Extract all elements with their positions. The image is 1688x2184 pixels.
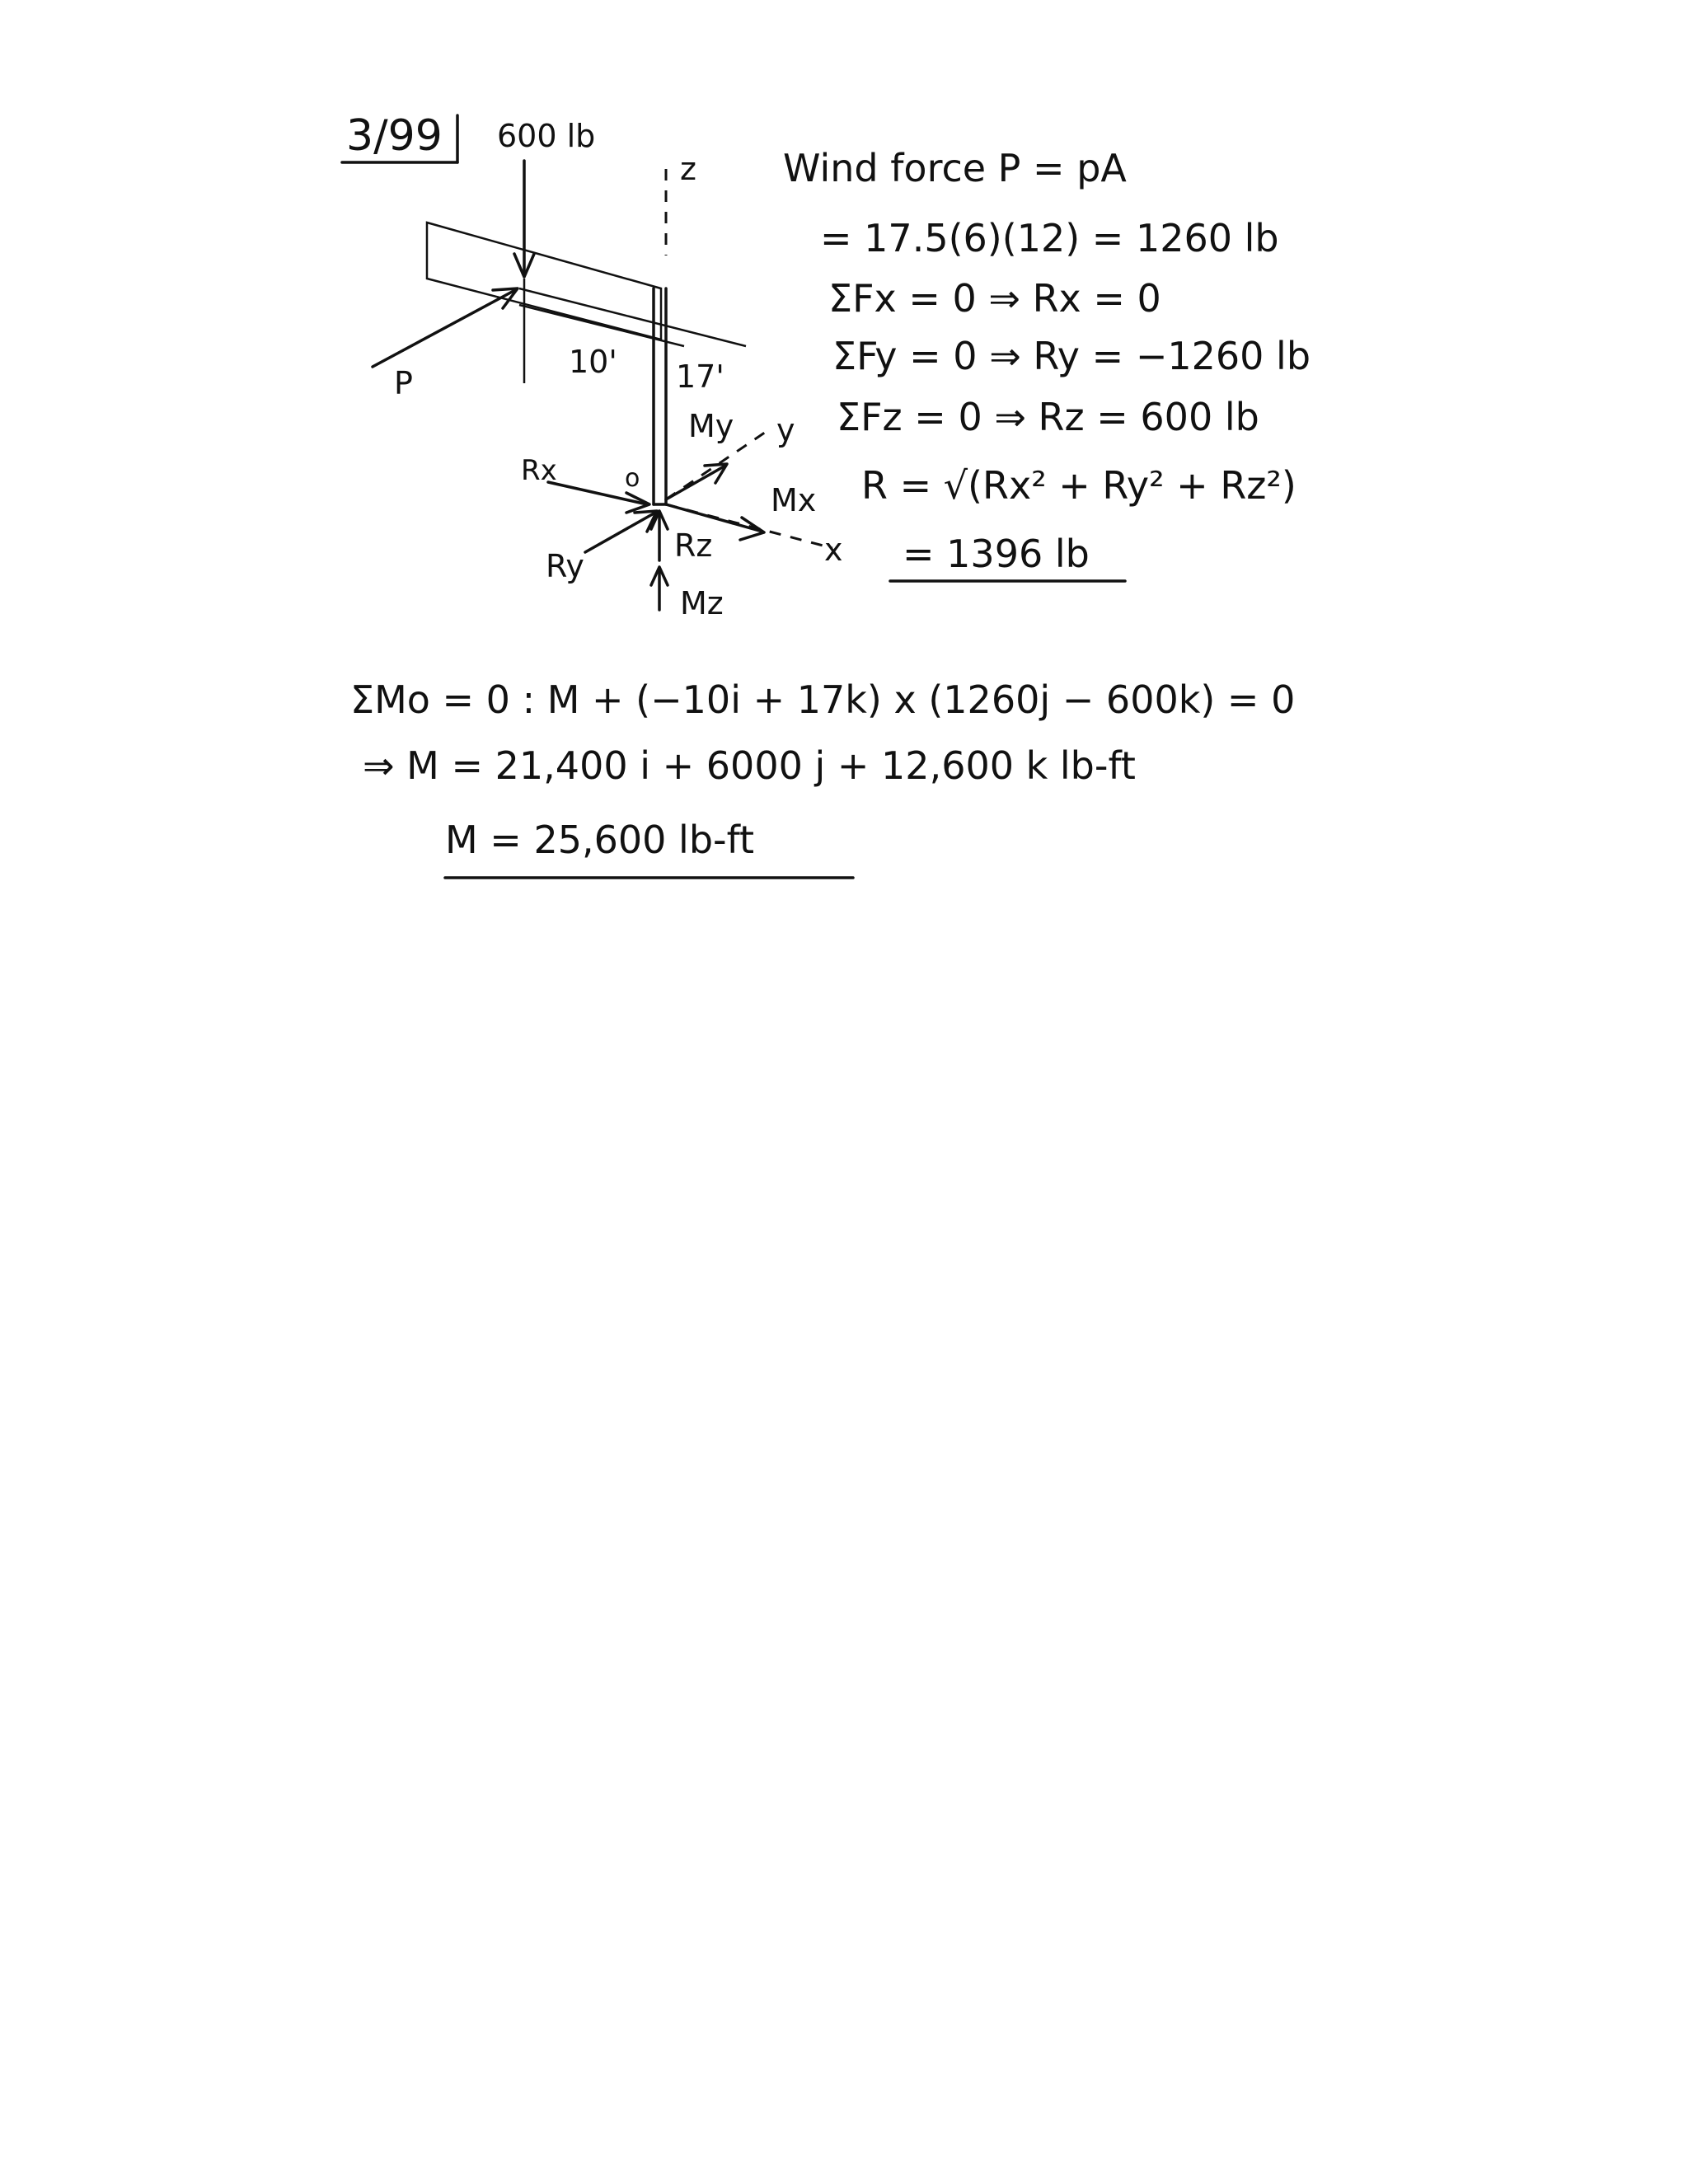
wind-force-value: = 17.5(6)(12) = 1260 lb bbox=[820, 216, 1279, 260]
height-dimension: 17' bbox=[676, 359, 724, 395]
My-label: My bbox=[688, 408, 734, 444]
Rx-label: Rx bbox=[521, 454, 557, 487]
y-axis-label: y bbox=[776, 412, 795, 448]
wind-force-arrow bbox=[373, 290, 515, 367]
free-body-diagram bbox=[373, 151, 843, 621]
wind-force-equation: Wind force P = pA bbox=[783, 146, 1127, 190]
moment-magnitude-result: M = 25,600 lb-ft bbox=[445, 818, 755, 862]
arm-dimension: 10' bbox=[569, 344, 617, 380]
problem-number bbox=[342, 111, 457, 162]
sum-fy-equation: ΣFy = 0 ⇒ Ry = −1260 lb bbox=[832, 334, 1311, 378]
x-axis-label: x bbox=[824, 532, 843, 568]
moment-vector-result: ⇒ M = 21,400 i + 6000 j + 12,600 k lb-ft bbox=[363, 743, 1136, 788]
sum-fz-equation: ΣFz = 0 ⇒ Rz = 600 lb bbox=[837, 395, 1259, 439]
sum-fx-equation: ΣFx = 0 ⇒ Rx = 0 bbox=[828, 276, 1161, 321]
My-arrowhead bbox=[705, 464, 727, 483]
moment-balance-equation: ΣMo = 0 : M + (−10i + 17k) x (1260j − 600k) = 0 bbox=[350, 677, 1296, 722]
arm-bottom-edge bbox=[519, 305, 684, 346]
Rz-label: Rz bbox=[674, 527, 713, 564]
z-axis-label: z bbox=[680, 151, 696, 187]
wind-force-label: P bbox=[394, 365, 413, 401]
Mx-label: Mx bbox=[771, 482, 817, 518]
Mz-label: Mz bbox=[680, 585, 724, 621]
arm-top-edge bbox=[519, 288, 746, 346]
Ry-arrow bbox=[585, 513, 655, 552]
moment-equations bbox=[350, 677, 1295, 878]
load-label: 600 lb bbox=[497, 118, 596, 154]
force-equations bbox=[783, 146, 1311, 581]
resultant-value: = 1396 lb bbox=[903, 532, 1090, 576]
problem-number-text: 3/99 bbox=[346, 111, 443, 161]
resultant-equation: R = √(Rx² + Ry² + Rz²) bbox=[861, 463, 1296, 508]
origin-label: o bbox=[625, 464, 640, 493]
Ry-label: Ry bbox=[546, 548, 584, 584]
sign-board bbox=[427, 223, 661, 340]
